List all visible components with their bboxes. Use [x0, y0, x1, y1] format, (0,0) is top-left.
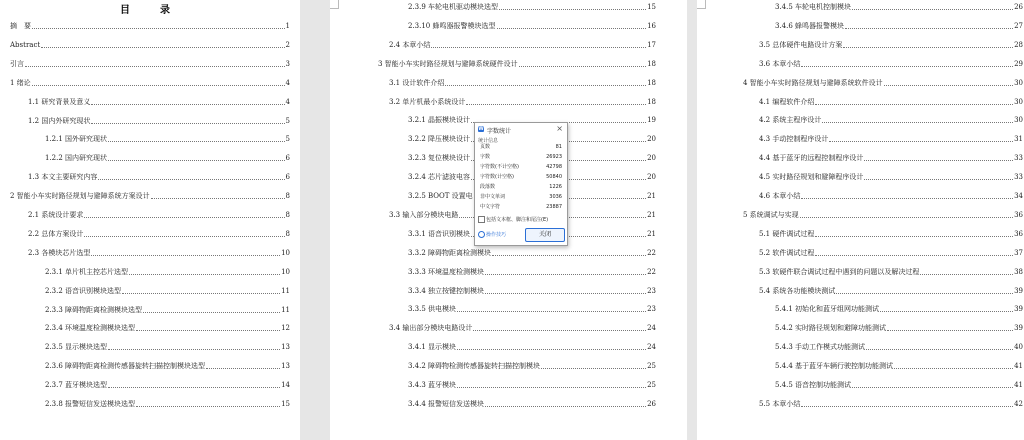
toc-entry-title: 3.4.6 蜂鸣器报警模块 — [775, 21, 845, 30]
toc-entry-page-number: 1 — [285, 22, 290, 30]
toc-leader-dots — [852, 9, 1013, 10]
toc-entry[interactable] — [759, 170, 1023, 182]
stat-value: 3036 — [549, 194, 562, 200]
stat-row — [480, 174, 562, 181]
toc-leader-dots — [91, 104, 284, 105]
toc-entry-page-number: 39 — [1014, 286, 1023, 295]
toc-leader-dots — [151, 198, 285, 199]
toc-leader-dots — [473, 330, 646, 331]
toc-entry[interactable] — [408, 0, 656, 12]
stat-row — [480, 184, 562, 191]
toc-title: 目 录 — [120, 5, 180, 16]
toc-entry[interactable] — [775, 340, 1023, 352]
toc-entry-title: 1.1 研究背景及意义 — [28, 97, 91, 106]
toc-entry-title: 2.3.5 显示模块选型 — [45, 343, 108, 352]
toc-entry-page-number: 39 — [1014, 324, 1023, 333]
tips-icon — [478, 231, 485, 238]
toc-entry-page-number: 18 — [647, 78, 656, 87]
document-page-3 — [697, 0, 1024, 440]
toc-leader-dots — [880, 311, 1013, 312]
stat-row — [480, 144, 562, 151]
toc-entry[interactable] — [408, 359, 656, 371]
toc-entry-title: 4.1 编程软件介绍 — [759, 97, 815, 106]
toc-entry-page-number: 25 — [647, 381, 656, 389]
toc-entry-page-number: 24 — [647, 324, 656, 333]
toc-entry-title: 2.1 系统设计要求 — [28, 211, 84, 219]
toc-entry[interactable] — [759, 189, 1023, 201]
toc-entry-page-number: 37 — [1014, 248, 1023, 257]
toc-entry-page-number: 11 — [281, 286, 290, 295]
toc-entry-title: 4.4 基于蓝牙的远程控制程序设计 — [759, 154, 864, 163]
toc-entry[interactable] — [10, 19, 290, 31]
toc-leader-dots — [852, 387, 1013, 388]
toc-entry[interactable] — [45, 151, 290, 163]
toc-leader-dots — [499, 9, 646, 10]
stat-row — [480, 164, 562, 171]
toc-entry-page-number: 33 — [1014, 173, 1023, 182]
toc-entry-title: 5.4.1 初始化和蓝牙组网功能测试 — [775, 305, 880, 314]
toc-leader-dots — [136, 330, 280, 331]
stat-value: 23887 — [546, 204, 562, 210]
toc-leader-dots — [485, 293, 646, 294]
toc-entry-title: 2.3.10 蜂鸣器报警模块选型 — [408, 21, 496, 30]
toc-entry-title: Abstract — [10, 40, 41, 49]
toc-leader-dots — [800, 217, 1013, 218]
toc-entry[interactable] — [28, 208, 290, 220]
toc-entry-page-number: 8 — [285, 229, 290, 238]
toc-entry-title: 4 智能小车实时路径规划与避障系统软件设计 — [743, 78, 883, 87]
toc-entry-page-number: 14 — [281, 381, 290, 390]
stat-value: 26923 — [546, 154, 562, 160]
toc-entry-page-number: 3 — [285, 59, 290, 68]
toc-entry-page-number: 6 — [285, 173, 290, 182]
toc-entry-title: 3.2 单片机最小系统设计 — [389, 97, 466, 106]
toc-leader-dots — [122, 293, 280, 294]
toc-entry-title: 4.3 手动控制程序设计 — [759, 135, 829, 144]
toc-leader-dots — [136, 406, 280, 407]
toc-entry-page-number: 26 — [1014, 3, 1023, 11]
toc-leader-dots — [457, 311, 646, 312]
stat-value: 81 — [555, 144, 562, 150]
toc-entry-title: 1.3 本文主要研究内容 — [28, 173, 98, 182]
toc-leader-dots — [84, 236, 284, 237]
toc-entry-title: 2.2 总体方案设计 — [28, 229, 84, 238]
toc-entry-title: 5.2 软件调试过程 — [759, 248, 815, 257]
toc-entry-page-number: 19 — [647, 116, 656, 125]
toc-entry[interactable] — [10, 57, 290, 69]
tips-link[interactable] — [478, 231, 506, 238]
toc-leader-dots — [108, 349, 280, 350]
toc-leader-dots — [108, 387, 280, 388]
toc-entry-title: 3.4.5 车轮电机控制模块 — [775, 3, 852, 11]
toc-entry-page-number: 21 — [647, 192, 656, 200]
toc-leader-dots — [864, 160, 1013, 161]
toc-leader-dots — [32, 85, 285, 86]
toc-leader-dots — [866, 349, 1013, 350]
toc-entry[interactable] — [759, 132, 1023, 144]
toc-entry[interactable] — [408, 302, 656, 314]
toc-entry-title: 3.2.3 复位模块设计 — [408, 154, 471, 163]
toc-entry-title: 5.4 系统各功能模块测试 — [759, 286, 836, 295]
toc-entry-title: 1 绪论 — [10, 78, 31, 87]
toc-leader-dots — [492, 255, 646, 256]
stat-label: 字符数(不计空格) — [480, 164, 519, 170]
toc-entry-page-number: 11 — [281, 305, 290, 314]
toc-leader-dots — [129, 274, 280, 275]
toc-entry[interactable] — [10, 76, 290, 88]
toc-entry[interactable] — [45, 303, 290, 315]
toc-entry-page-number: 2 — [285, 40, 290, 49]
toc-entry-page-number: 33 — [1014, 154, 1023, 163]
toc-entry-page-number: 30 — [1014, 116, 1023, 125]
toc-entry[interactable] — [45, 321, 290, 333]
toc-entry-title: 3.3.2 障碍物距离检测模块 — [408, 248, 492, 257]
toc-entry-page-number: 16 — [647, 21, 656, 30]
toc-entry-title: 5.4.3 手动工作模式功能测试 — [775, 343, 866, 352]
toc-entry[interactable] — [408, 340, 656, 352]
toc-entry-title: 4.6 本章小结 — [759, 192, 801, 200]
toc-entry[interactable] — [775, 359, 1023, 371]
toc-entry[interactable] — [389, 38, 656, 50]
toc-entry-page-number: 20 — [647, 154, 656, 163]
toc-entry-title: 3.3.3 环境温度检测模块 — [408, 267, 485, 276]
toc-leader-dots — [108, 141, 284, 142]
toc-leader-dots — [887, 330, 1013, 331]
include-textbox-checkbox[interactable] — [478, 216, 548, 224]
toc-entry-page-number: 25 — [647, 362, 656, 371]
toc-leader-dots — [845, 28, 1013, 29]
toc-entry-page-number: 21 — [647, 229, 656, 238]
toc-entry-title: 3.2.2 降压模块设计 — [408, 135, 471, 144]
toc-entry-page-number: 29 — [1014, 59, 1023, 68]
toc-entry[interactable] — [45, 265, 290, 277]
toc-entry[interactable] — [10, 189, 290, 201]
toc-leader-dots — [143, 312, 280, 313]
toc-leader-dots — [822, 122, 1013, 123]
toc-entry-page-number: 4 — [285, 78, 290, 87]
toc-leader-dots — [485, 406, 646, 407]
toc-entry-title: 3.2.4 芯片滤波电容 — [408, 173, 471, 182]
toc-entry-page-number: 12 — [281, 324, 290, 333]
toc-entry-page-number: 21 — [647, 210, 656, 219]
toc-leader-dots — [801, 66, 1013, 67]
toc-entry-page-number: 15 — [647, 3, 656, 11]
toc-entry-page-number: 30 — [1014, 78, 1023, 87]
toc-leader-dots — [884, 85, 1013, 86]
toc-entry-title: 2.3 各模块芯片选型 — [28, 248, 91, 257]
toc-entry-title: 2.3.3 障碍物距离检测模块选型 — [45, 305, 143, 314]
toc-entry-title: 3.3.5 供电模块 — [408, 305, 457, 314]
toc-entry-page-number: 8 — [285, 211, 290, 219]
toc-entry-page-number: 4 — [285, 97, 290, 106]
document-page-1 — [0, 0, 300, 440]
toc-entry-page-number: 31 — [1014, 135, 1023, 144]
toc-entry[interactable] — [743, 208, 1023, 220]
toc-entry-page-number: 34 — [1014, 192, 1023, 200]
toc-entry-title: 5.1 硬件调试过程 — [759, 229, 815, 238]
toc-leader-dots — [91, 123, 284, 124]
toc-entry[interactable] — [389, 76, 656, 88]
toc-entry-page-number: 40 — [1014, 343, 1023, 352]
toc-entry-page-number: 17 — [647, 40, 656, 49]
toc-entry-page-number: 36 — [1014, 210, 1023, 219]
toc-leader-dots — [108, 160, 284, 161]
toc-leader-dots — [485, 274, 646, 275]
dialog-title: 字数统计 — [487, 128, 512, 135]
toc-entry-title: 2.3.9 车轮电机驱动模块选型 — [408, 3, 499, 11]
word-count-dialog — [474, 122, 568, 246]
toc-leader-dots — [894, 368, 1013, 369]
toc-entry-title: 3.4 输出部分模块电路设计 — [389, 324, 473, 333]
toc-entry[interactable] — [389, 321, 656, 333]
stat-label: 字数 — [480, 154, 491, 160]
toc-entry-title: 3.3.4 独立按键控制模块 — [408, 286, 485, 295]
toc-entry-title: 5 系统调试与实现 — [743, 210, 799, 219]
toc-entry-title: 5.3 软硬件联合调试过程中遇到的问题以及解决过程 — [759, 267, 920, 276]
toc-entry[interactable] — [408, 265, 656, 277]
toc-entry[interactable] — [759, 151, 1023, 163]
toc-entry[interactable] — [28, 114, 290, 126]
toc-leader-dots — [836, 293, 1013, 294]
toc-entry[interactable] — [759, 113, 1023, 125]
toc-entry[interactable] — [759, 57, 1023, 69]
toc-leader-dots — [843, 47, 1013, 48]
toc-entry[interactable] — [759, 397, 1023, 409]
toc-entry-page-number: 24 — [647, 343, 656, 352]
toc-entry[interactable] — [45, 284, 290, 296]
toc-leader-dots — [497, 28, 647, 29]
toc-entry[interactable] — [408, 378, 656, 390]
toc-entry[interactable] — [759, 95, 1023, 107]
toc-entry[interactable] — [759, 227, 1023, 239]
toc-entry-title: 1.2 国内外研究现状 — [28, 116, 91, 125]
toc-entry-title: 2.4 本章小结 — [389, 40, 431, 49]
toc-entry-page-number: 15 — [281, 400, 290, 408]
toc-entry-page-number: 41 — [1014, 362, 1023, 371]
toc-entry[interactable] — [45, 359, 290, 371]
stat-value: 50840 — [546, 174, 562, 180]
toc-entry-page-number: 23 — [647, 305, 656, 314]
toc-entry[interactable] — [378, 57, 656, 69]
toc-entry-title: 3.3.1 语音识别模块 — [408, 229, 471, 238]
toc-entry-page-number: 39 — [1014, 305, 1023, 314]
toc-leader-dots — [32, 28, 285, 29]
stat-label: 字符数(计空格) — [480, 174, 514, 180]
toc-entry-title: 1.2.1 国外研究现状 — [45, 135, 108, 144]
stat-row — [480, 204, 562, 211]
toc-entry-page-number: 26 — [647, 399, 656, 408]
toc-leader-dots — [431, 47, 646, 48]
toc-entry-page-number: 20 — [647, 135, 656, 144]
toc-entry-page-number: 27 — [1014, 21, 1023, 30]
stat-value: 1226 — [549, 184, 562, 190]
toc-entry[interactable] — [743, 76, 1023, 88]
toc-entry[interactable] — [408, 397, 656, 409]
toc-entry[interactable] — [408, 19, 656, 31]
toc-entry-page-number: 36 — [1014, 229, 1023, 238]
toc-leader-dots — [84, 217, 284, 218]
toc-entry[interactable] — [10, 38, 290, 50]
close-icon[interactable]: × — [556, 124, 563, 133]
toc-entry-page-number: 10 — [281, 248, 290, 257]
toc-entry-title: 3.1 设计软件介绍 — [389, 78, 445, 87]
toc-entry-page-number: 22 — [647, 267, 656, 276]
toc-leader-dots — [815, 255, 1013, 256]
crop-mark — [330, 0, 339, 9]
toc-entry-title: 5.5 本章小结 — [759, 399, 801, 408]
toc-leader-dots — [206, 368, 280, 369]
toc-entry-page-number: 30 — [1014, 97, 1023, 106]
stat-row — [480, 194, 562, 201]
close-button[interactable]: 关闭 — [525, 228, 565, 242]
toc-entry-page-number: 41 — [1014, 381, 1023, 389]
toc-entry[interactable] — [759, 284, 1023, 296]
toc-entry[interactable] — [28, 95, 290, 107]
toc-entry-title: 2.3.4 环境温度检测模块选型 — [45, 324, 136, 333]
toc-entry-title: 3.5 总体硬件电路设计方案 — [759, 40, 843, 49]
toc-entry-title: 3.6 本章小结 — [759, 59, 801, 68]
toc-leader-dots — [466, 104, 646, 105]
toc-leader-dots — [801, 406, 1013, 407]
toc-entry-title: 1.2.2 国内研究现状 — [45, 154, 108, 163]
toc-entry-page-number: 28 — [1014, 40, 1023, 49]
toc-entry-title: 2.3.6 障碍物距离检测传感器旋转扫描控制模块选型 — [45, 362, 206, 371]
toc-leader-dots — [445, 85, 646, 86]
checkbox-label: 包括文本框、脚注和尾注(E) — [486, 217, 549, 223]
toc-entry-title: 2.3.8 报警短信发送模块选型 — [45, 400, 136, 408]
toc-entry[interactable] — [775, 19, 1023, 31]
toc-entry-title: 3.4.1 显示模块 — [408, 343, 457, 352]
toc-entry-page-number: 22 — [647, 248, 656, 257]
toc-entry[interactable] — [45, 132, 290, 144]
toc-leader-dots — [541, 368, 646, 369]
stat-label: 段落数 — [480, 184, 496, 190]
toc-entry-title: 3.4.2 障碍物检测传感器旋转扫描控制模块 — [408, 362, 541, 371]
stat-row — [480, 154, 562, 161]
toc-entry[interactable] — [389, 95, 656, 107]
toc-leader-dots — [829, 141, 1013, 142]
toc-entry-title: 5.4.2 实时路径规划和避障功能测试 — [775, 324, 887, 333]
toc-entry-page-number: 6 — [285, 154, 290, 163]
toc-entry[interactable] — [45, 397, 290, 409]
toc-entry-title: 2.3.2 语音识别模块选型 — [45, 286, 122, 295]
toc-entry[interactable] — [408, 246, 656, 258]
toc-entry[interactable] — [759, 246, 1023, 258]
stat-label: 中文字符 — [480, 204, 501, 210]
toc-entry[interactable] — [775, 321, 1023, 333]
toc-entry-page-number: 42 — [1014, 399, 1023, 408]
toc-entry-page-number: 13 — [281, 343, 290, 352]
toc-entry-title: 摘 要 — [10, 22, 31, 30]
toc-leader-dots — [864, 179, 1013, 180]
toc-entry-title: 5.4.5 语音控制功能测试 — [775, 381, 852, 389]
toc-entry[interactable] — [45, 378, 290, 390]
stat-label: 页数 — [480, 144, 491, 150]
toc-leader-dots — [41, 47, 284, 48]
toc-entry[interactable] — [28, 227, 290, 239]
toc-entry-page-number: 18 — [647, 97, 656, 106]
toc-entry-title: 2 智能小车实时路径规划与避障系统方案设计 — [10, 192, 150, 201]
toc-entry[interactable] — [759, 265, 1023, 277]
toc-entry-page-number: 38 — [1014, 267, 1023, 276]
stat-value: 42798 — [546, 164, 562, 170]
toc-leader-dots — [815, 104, 1013, 105]
toc-entry-title: 3.2.1 晶振模块设计 — [408, 116, 471, 125]
toc-leader-dots — [519, 66, 646, 67]
toc-entry[interactable] — [775, 378, 1023, 390]
toc-entry-title: 引言 — [10, 59, 24, 68]
toc-entry-title: 5.4.4 基于蓝牙车辆行驶控制功能测试 — [775, 362, 894, 371]
toc-entry[interactable] — [775, 302, 1023, 314]
toc-entry-page-number: 13 — [281, 362, 290, 371]
toc-entry-page-number: 20 — [647, 173, 656, 182]
toc-entry-page-number: 5 — [285, 135, 290, 144]
toc-leader-dots — [920, 274, 1013, 275]
toc-leader-dots — [98, 179, 284, 180]
toc-entry-page-number: 8 — [285, 192, 290, 201]
toc-entry[interactable] — [775, 0, 1023, 12]
toc-entry-page-number: 5 — [285, 116, 290, 125]
tips-label: 操作技巧 — [486, 232, 507, 238]
toc-leader-dots — [815, 236, 1013, 237]
toc-entry-title: 3.4.3 蓝牙模块 — [408, 381, 457, 389]
toc-entry-title: 3.2.5 BOOT 设置电 — [408, 192, 473, 200]
toc-entry-title: 3.3 输入部分模块电路 — [389, 210, 459, 219]
toc-entry[interactable] — [45, 340, 290, 352]
toc-entry[interactable] — [28, 170, 290, 182]
dialog-header — [475, 123, 567, 135]
toc-entry-title: 4.2 系统主程序设计 — [759, 116, 822, 125]
wps-writer-logo-icon: W — [478, 126, 484, 132]
toc-entry-page-number: 23 — [647, 286, 656, 295]
toc-entry-title: 2.3.1 单片机主控芯片选型 — [45, 267, 129, 276]
toc-entry[interactable] — [759, 38, 1023, 50]
toc-leader-dots — [457, 349, 646, 350]
stats-section-label: 统计信息 — [478, 138, 499, 144]
stat-label: 非中文单词 — [480, 194, 506, 200]
checkbox-box[interactable] — [478, 216, 485, 223]
toc-entry-title: 3.4.4 报警短信发送模块 — [408, 399, 485, 408]
toc-entry[interactable] — [408, 284, 656, 296]
crop-mark — [697, 0, 706, 9]
toc-entry-title: 2.3.7 蓝牙模块选型 — [45, 381, 108, 390]
toc-entry-page-number: 10 — [281, 267, 290, 276]
toc-entry-page-number: 18 — [647, 59, 656, 68]
toc-entry[interactable] — [28, 246, 290, 258]
toc-entry-title: 3 智能小车实时路径规划与避障系统硬件设计 — [378, 59, 518, 68]
toc-leader-dots — [25, 66, 285, 67]
toc-leader-dots — [91, 255, 280, 256]
toc-leader-dots — [457, 387, 646, 388]
toc-entry-title: 4.5 实时路径规划和避障程序设计 — [759, 173, 864, 182]
toc-leader-dots — [801, 198, 1013, 199]
